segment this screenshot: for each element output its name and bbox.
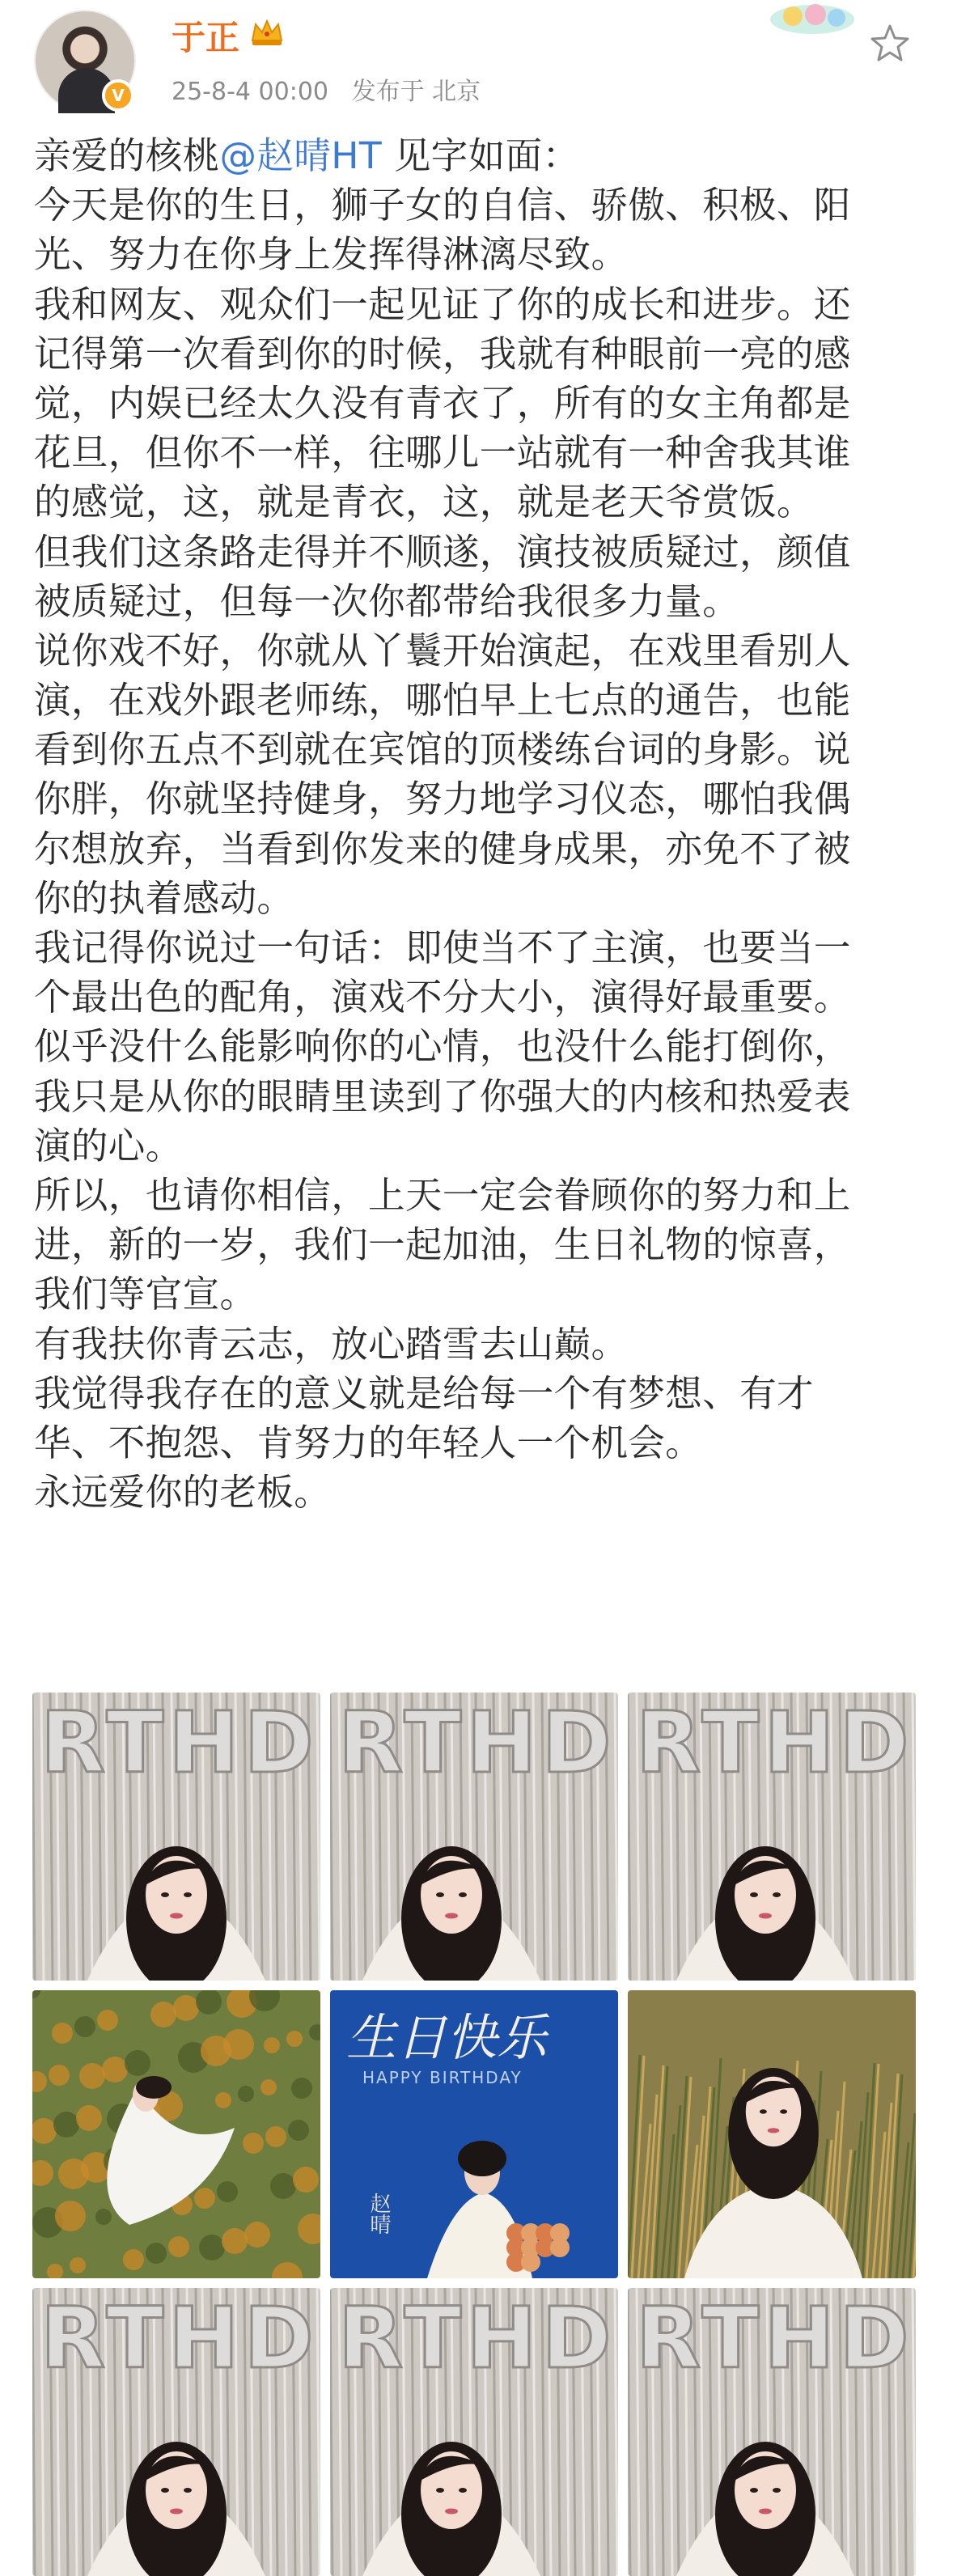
photo-image	[628, 1990, 916, 2278]
post-line: 我和网友、观众们一起见证了你的成长和进步。还	[34, 282, 851, 326]
photo-image	[628, 2288, 916, 2576]
post-line: 所以，也请你相信，上天一定会眷顾你的努力和上	[34, 1173, 851, 1217]
post-line: 觉，内娱已经太久没有青衣了，所有的女主角都是	[34, 381, 851, 425]
post-lines	[34, 180, 924, 1517]
post-line: 但我们这条路走得并不顺遂，演技被质疑过，颜值	[34, 530, 851, 574]
timestamp: 25-8-4 00:00	[172, 78, 328, 106]
location: 北京	[432, 78, 481, 106]
post-line: 有我扶你青云志，放心踏雪去山巅。	[34, 1322, 629, 1366]
post-line: 你的执着感动。	[34, 876, 294, 920]
balloon-letters: RTHD	[40, 1693, 319, 1792]
photo-tile[interactable]	[32, 1693, 320, 1981]
balloon-letters: RTHD	[40, 2289, 319, 2387]
photo-image	[32, 2288, 320, 2576]
post-line: 演的心。	[34, 1124, 183, 1167]
post-line: 进，新的一岁，我们一起加油，生日礼物的惊喜，	[34, 1223, 851, 1267]
post-line: 演，在戏外跟老师练，哪怕早上七点的通告，也能	[34, 679, 851, 722]
photo-tile[interactable]	[32, 2288, 320, 2576]
star-icon[interactable]	[867, 21, 913, 66]
post-line: 说你戏不好，你就从丫鬟开始演起，在戏里看别人	[34, 629, 851, 672]
photo-tile[interactable]	[628, 1990, 916, 2278]
post-line: 你胖，你就坚持健身，努力地学习仪态，哪怕我偶	[34, 777, 851, 821]
post-line: 永远爱你的老板。	[34, 1471, 332, 1515]
poster-title: 生日快乐	[346, 2008, 548, 2067]
greeting-suffix: 见字如面：	[382, 134, 580, 177]
balloon-letters: RTHD	[338, 2289, 616, 2387]
mention-link[interactable]: @赵晴HT	[219, 134, 383, 177]
photo-tile[interactable]	[628, 1693, 916, 1981]
photo-image	[330, 2288, 618, 2576]
poster-name: 赵晴	[366, 2193, 391, 2235]
post-line: 尔想放弃，当看到你发来的健身成果，亦免不了被	[34, 827, 851, 871]
photo-image	[32, 1693, 320, 1981]
post-meta	[172, 71, 481, 107]
poster-subtitle: HAPPY BIRTHDAY	[362, 2068, 523, 2087]
balloon-letters: RTHD	[636, 2289, 914, 2387]
post-line: 我们等官宣。	[34, 1273, 257, 1316]
post-line: 似乎没什么能影响你的心情，也没什么能打倒你，	[34, 1025, 851, 1069]
greeting-prefix: 亲爱的核桃	[34, 134, 220, 177]
photo-image	[330, 1693, 618, 1981]
post-line: 光、努力在你身上发挥得淋漓尽致。	[34, 233, 629, 277]
post-line: 今天是你的生日，狮子女的自信、骄傲、积极、阳	[34, 184, 851, 227]
post-line: 花旦，但你不一样，往哪儿一站就有一种舍我其谁	[34, 431, 851, 475]
crown-icon	[249, 18, 285, 47]
photo-image	[628, 1693, 916, 1981]
photo-tile[interactable]	[628, 2288, 916, 2576]
post-line: 的感觉，这，就是青衣，这，就是老天爷赏饭。	[34, 481, 814, 524]
photo-tile[interactable]	[330, 1990, 618, 2278]
post-line: 我记得你说过一句话：即使当不了主演，也要当一	[34, 926, 851, 969]
greeting-line	[34, 131, 924, 180]
photo-tile[interactable]	[32, 1990, 320, 2278]
username[interactable]: 于正	[172, 18, 240, 57]
photo-image	[330, 1990, 618, 2278]
published-label: 发布于	[351, 78, 425, 106]
verified-icon: V	[102, 79, 134, 112]
post-line: 个最出色的配角，演戏不分大小，演得好最重要。	[34, 976, 851, 1019]
photo-tile[interactable]	[330, 1693, 618, 1981]
post-line: 华、不抱怨、肯努力的年轻人一个机会。	[34, 1421, 703, 1464]
post-line: 记得第一次看到你的时候，我就有种眼前一亮的感	[34, 332, 851, 375]
photo-tile[interactable]	[330, 2288, 618, 2576]
post-line: 我觉得我存在的意义就是给每一个有梦想、有才	[34, 1371, 814, 1415]
post-line: 看到你五点不到就在宾馆的顶楼练台词的身影。说	[34, 728, 851, 772]
post-header	[0, 0, 953, 121]
post-body	[34, 131, 924, 1517]
balloon-letters: RTHD	[636, 1693, 914, 1792]
photo-image	[32, 1990, 320, 2278]
post-line: 被质疑过，但每一次你都带给我很多力量。	[34, 579, 740, 623]
sticker-icon	[769, 0, 856, 34]
balloon-letters: RTHD	[338, 1693, 616, 1792]
post-line: 我只是从你的眼睛里读到了你强大的内核和热爱表	[34, 1074, 851, 1118]
